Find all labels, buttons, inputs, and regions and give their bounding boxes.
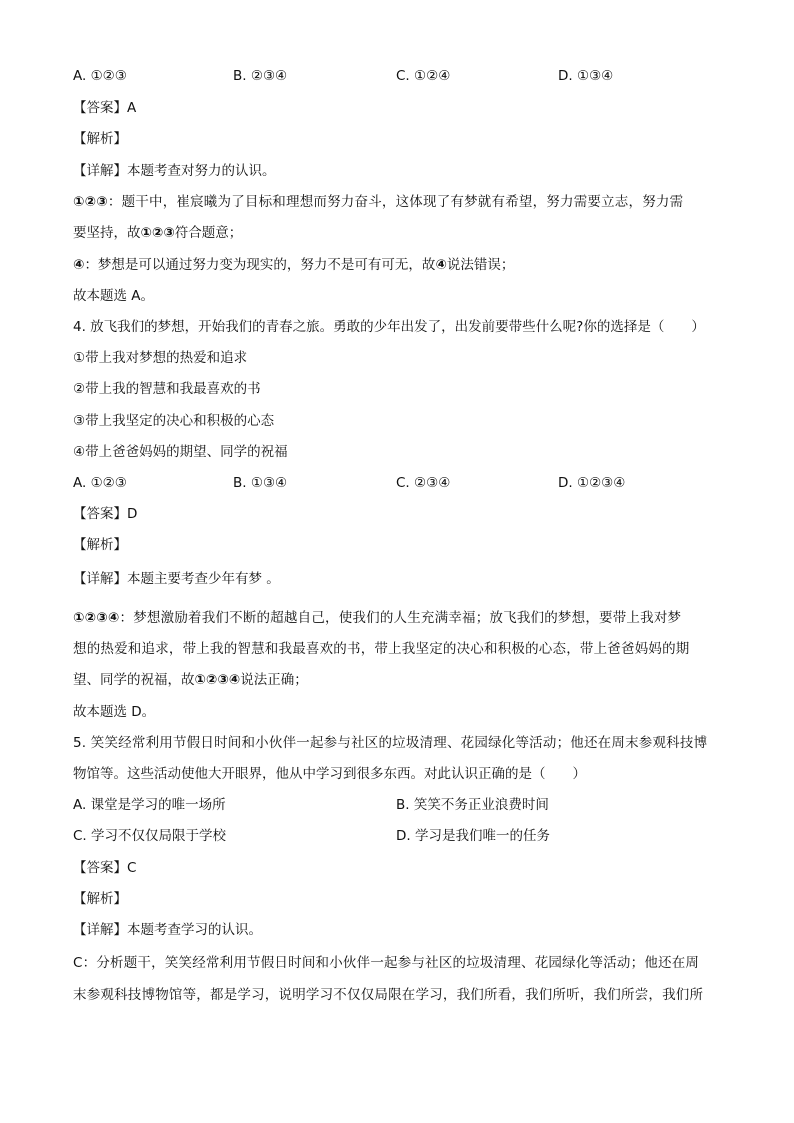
- q4-item-4: ④带上爸爸妈妈的期望、同学的祝福: [73, 444, 288, 460]
- q3-p2-bold: ④: [73, 257, 85, 273]
- q5-answer: C: [127, 860, 137, 876]
- q3-detail-text: 本题考查对努力的认识。: [127, 163, 276, 179]
- q4-p1-a: ：梦想激励着我们不断的超越自己，使我们的人生充满幸福；放飞我们的梦想，要带上我对梦: [119, 610, 682, 626]
- q3-detail-line: [73, 161, 276, 181]
- q4-detail-line: [73, 569, 280, 589]
- q4-detail-tag: 【详解】: [73, 571, 127, 587]
- q3-analysis-tag: 【解析】: [73, 131, 127, 147]
- q3-option-a: A. ①②③: [73, 68, 127, 84]
- q5-option-c: C. 学习不仅仅局限于学校: [73, 828, 227, 844]
- q3-paragraph1-line2: [73, 223, 242, 243]
- q4-analysis-tag: 【解析】: [73, 537, 127, 553]
- q5-option-a: A. 课堂是学习的唯一场所: [73, 797, 226, 813]
- q4-stem: 4. 放飞我们的梦想，开始我们的青春之旅。勇敢的少年出发了，出发前要带些什么呢?你的选择是（ ）: [73, 319, 705, 335]
- q4-item-2: ②带上我的智慧和我最喜欢的书: [73, 381, 261, 397]
- q3-p1-b-pre: 要坚持，故: [73, 225, 141, 241]
- q3-answer-tag: 【答案】: [73, 100, 127, 116]
- q4-p1-c-bold: ①②③④: [194, 672, 241, 688]
- q4-detail-text: 本题主要考查少年有梦 。: [127, 571, 280, 587]
- q4-item-1: ①带上我对梦想的热爱和追求: [73, 350, 248, 366]
- q4-item-3: ③带上我坚定的决心和积极的心态: [73, 413, 275, 429]
- q3-p1-b-bold: ①②③: [140, 225, 175, 241]
- q3-option-b: B. ②③④: [233, 68, 288, 84]
- q4-p1-c-pre: 望、同学的祝福，故: [73, 672, 195, 688]
- q3-paragraph2: [73, 255, 514, 275]
- q4-answer-line: [73, 504, 137, 524]
- q5-detail-text: 本题考查学习的认识。: [127, 922, 262, 938]
- q3-answer: A: [127, 100, 137, 116]
- q4-conclusion: 故本题选 D。: [73, 704, 156, 720]
- q3-p2-a: ：梦想是可以通过努力变为现实的，努力不是可有可无，故: [84, 257, 436, 273]
- q4-paragraph1-line1: [73, 608, 681, 628]
- q3-p1-bold: ①②③: [73, 194, 108, 210]
- q5-option-b: B. 笑笑不务正业浪费时间: [396, 797, 549, 813]
- q5-answer-line: [73, 858, 136, 878]
- q3-p1-a: ：题干中，崔宸曦为了目标和理想而努力奋斗，这体现了有梦就有希望，努力需要立志，努力需: [107, 194, 684, 210]
- q5-detail-line: [73, 920, 262, 940]
- q4-paragraph1-line3: [73, 670, 308, 690]
- q5-option-d: D. 学习是我们唯一的任务: [396, 828, 550, 844]
- q4-answer-tag: 【答案】: [73, 506, 127, 522]
- q4-p1-c-post: 说法正确；: [240, 672, 308, 688]
- q5-paragraph1-line1: C：分析题干，笑笑经常利用节假日时间和小伙伴一起参与社区的垃圾清理、花园绿化等活动；他还在周: [73, 955, 700, 971]
- q4-paragraph1-line2: 想的热爱和追求，带上我的智慧和我最喜欢的书，带上我坚定的决心和积极的心态，带上爸爸妈妈的期: [73, 641, 690, 657]
- q3-p2-b-bold: ④: [435, 257, 447, 273]
- q5-detail-tag: 【详解】: [73, 922, 127, 938]
- q5-paragraph1-line2: 末参观科技博物馆等，都是学习，说明学习不仅仅局限在学习，我们所看，我们所听，我们所尝，我们所: [73, 987, 704, 1003]
- q5-analysis-tag: 【解析】: [73, 891, 127, 907]
- q4-option-a: A. ①②③: [73, 475, 127, 491]
- q3-detail-tag: 【详解】: [73, 163, 127, 179]
- q5-answer-tag: 【答案】: [73, 860, 127, 876]
- q3-paragraph1-line1: [73, 192, 683, 212]
- q5-stem-line2: 物馆等。这些活动使他大开眼界，他从中学习到很多东西。对此认识正确的是（ ）: [73, 766, 586, 782]
- q3-option-d: D. ①③④: [558, 68, 614, 84]
- q3-answer-line: [73, 98, 136, 118]
- q3-p2-post: 说法错误；: [446, 257, 515, 273]
- q4-p1-bold: ①②③④: [73, 610, 120, 626]
- q5-stem-line1: 5. 笑笑经常利用节假日时间和小伙伴一起参与社区的垃圾清理、花园绿化等活动；他还在周末参观科技博: [73, 735, 708, 751]
- q3-conclusion: 故本题选 A。: [73, 288, 155, 304]
- q4-option-d: D. ①②③④: [558, 475, 626, 491]
- q3-p1-b-post: 符合题意；: [174, 225, 243, 241]
- q4-option-c: C. ②③④: [396, 475, 451, 491]
- q4-option-b: B. ①③④: [233, 475, 288, 491]
- q3-option-c: C. ①②④: [396, 68, 451, 84]
- q4-answer: D: [127, 506, 138, 522]
